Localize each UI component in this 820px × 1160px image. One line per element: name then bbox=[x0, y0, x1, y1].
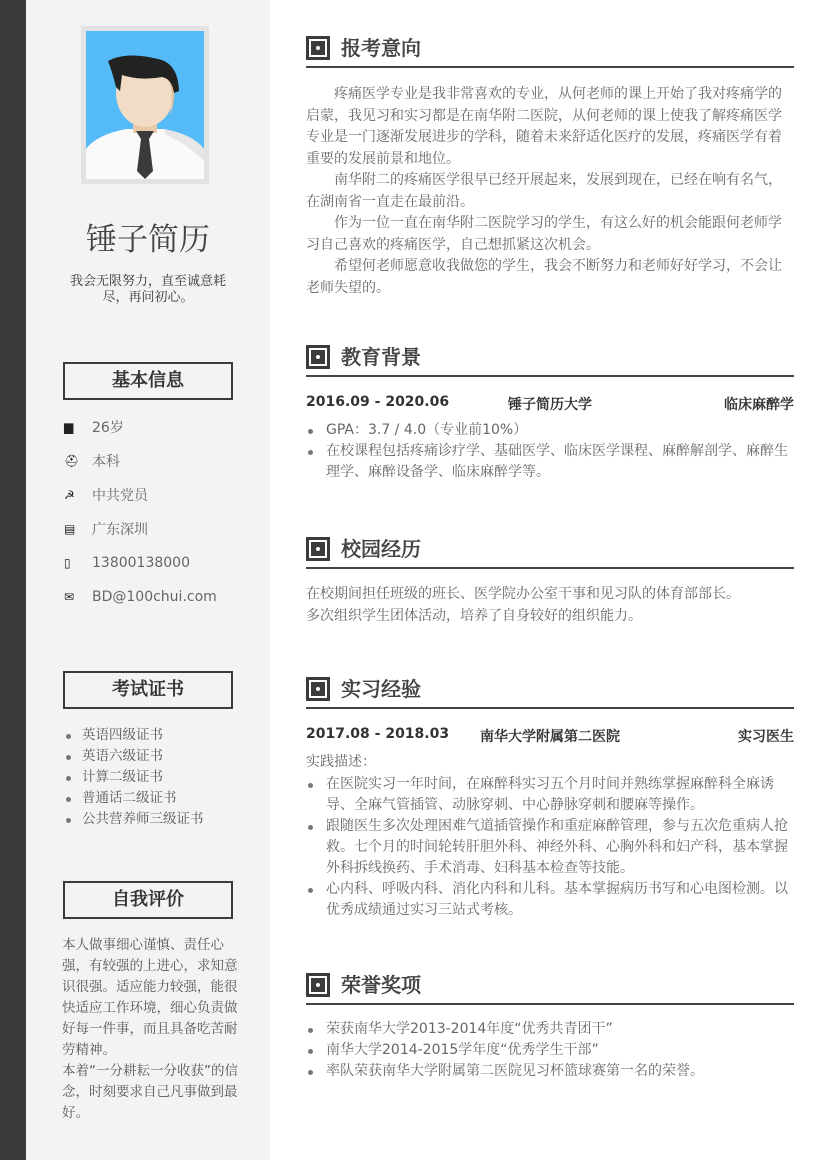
section-icon bbox=[306, 36, 330, 60]
section-title: 荣誉奖项 bbox=[341, 973, 421, 997]
building-icon: ▤ bbox=[64, 522, 76, 536]
section-icon bbox=[306, 677, 330, 701]
info-phone: ▯ 13800138000 bbox=[64, 555, 190, 571]
section-icon bbox=[306, 973, 330, 997]
info-email: ✉ BD@100chui.com bbox=[64, 589, 217, 605]
self-evaluation: 本人做事细心谨慎、责任心强，有较强的上进心，求知意识很强。适应能力较强，能很快适应工作环境，细心负责做好每一件事，而且具备吃苦耐劳精神。 本着“一分耕耘一分收获”的信念，时刻要求自己凡事做到最好。 bbox=[62, 937, 238, 1121]
bar-chart-icon: ▆ bbox=[64, 420, 74, 434]
intern-item: 跟随医生多次处理困难气道插管操作和重症麻醉管理，参与五次危重病人抢救。七个月的时间轮转肝胆外科、神经外科、心胸外科和妇产科，基本掌握外科拆线换药、手术消毒、妇科基本检查等技能。 bbox=[306, 816, 794, 879]
intern-desc-label: 实践描述： bbox=[306, 754, 376, 770]
honor-item: 率队荣获南华大学附属第二医院见习杯篮球赛第一名的荣誉。 bbox=[306, 1061, 794, 1082]
motto: 我会无限努力，直至诚意耗尽，再问初心。 bbox=[69, 274, 226, 305]
basic-info-heading: 基本信息 bbox=[63, 362, 233, 400]
cert-item: 英语四级证书 bbox=[64, 725, 204, 746]
mail-icon: ✉ bbox=[64, 590, 75, 604]
self-eval-heading: 自我评价 bbox=[63, 881, 233, 919]
graduation-cap-icon: ⛑ bbox=[64, 454, 80, 468]
intern-item: 在医院实习一年时间，在麻醉科实习五个月时间并熟练掌握麻醉科全麻诱导、全麻气管插管、动脉穿刺、中心静脉穿刺和腰麻等操作。 bbox=[306, 774, 794, 816]
honor-item: 南华大学2014-2015学年度“优秀学生干部” bbox=[306, 1040, 794, 1061]
phone-icon: ▯ bbox=[64, 556, 71, 570]
info-age: ▆ 26岁 bbox=[64, 420, 124, 436]
profile-photo bbox=[81, 26, 209, 184]
intern-item: 心内科、呼吸内科、消化内科和儿科。基本掌握病历书写和心电图检测。以优秀成绩通过实习三站式考核。 bbox=[306, 879, 794, 921]
sidebar bbox=[26, 0, 270, 1160]
info-location: ▤ 广东深圳 bbox=[64, 522, 148, 538]
intern-role: 实习医生 bbox=[738, 729, 795, 745]
basic-info-list bbox=[64, 410, 254, 614]
section-title: 校园经历 bbox=[341, 537, 421, 561]
section-title: 报考意向 bbox=[341, 36, 421, 60]
cert-item: 普通话二级证书 bbox=[64, 788, 204, 809]
cert-item: 计算二级证书 bbox=[64, 767, 204, 788]
section-title: 实习经验 bbox=[341, 677, 421, 701]
edu-school: 锤子简历大学 bbox=[508, 397, 592, 413]
section-intent: 报考意向 疼痛医学专业是我非常喜欢的专业，从何老师的课上开始了我对疼痛学的启蒙，我见习和实习都是在南华附二医院，从何老师的课上使我了解疼痛医学专业是一门逐渐发展进步的学科，随着未来舒适化医疗的发展，疼痛医学有着重要的发展前景和地位。 南华附二的疼痛医学很早已经开展起来，发展到现在，已经在响有名气，在湖南省一直走在最前沿。 作为一位一直在南华附二医院学习的学生，有这么好的机会能跟何老师学习自己喜欢的疼痛医学，自己想抓紧这次机会。 希望何老师愿意收我做您的学生，我会不断努力和老师好好学习，不会让老师失望的。 bbox=[306, 36, 794, 299]
edu-period: 2016.09 - 2020.06 bbox=[306, 394, 450, 410]
section-title: 教育背景 bbox=[341, 345, 421, 369]
certs-list bbox=[64, 725, 204, 830]
section-icon bbox=[306, 537, 330, 561]
section-honors bbox=[306, 973, 794, 1082]
certs-heading: 考试证书 bbox=[63, 671, 233, 709]
honor-item: 荣获南华大学2013-2014年度“优秀共青团干” bbox=[306, 1019, 794, 1040]
info-politics: ☭ 中共党员 bbox=[64, 488, 148, 504]
intern-org: 南华大学附属第二医院 bbox=[480, 729, 620, 745]
section-icon bbox=[306, 345, 330, 369]
info-degree: ⛑ 本科 bbox=[64, 454, 120, 470]
section-education bbox=[306, 345, 794, 483]
resume-name: 锤子简历 bbox=[86, 222, 210, 258]
edu-item: GPA：3.7 / 4.0（专业前10%） bbox=[306, 420, 794, 441]
party-emblem-icon: ☭ bbox=[64, 488, 75, 502]
cert-item: 英语六级证书 bbox=[64, 746, 204, 767]
section-campus: 校园经历 在校期间担任班级的班长、医学院办公室干事和见习队的体育部部长。 多次组织学生团体活动，培养了自身较好的组织能力。 bbox=[306, 537, 794, 627]
section-internship bbox=[306, 677, 794, 921]
intern-period: 2017.08 - 2018.03 bbox=[306, 726, 450, 742]
cert-item: 公共营养师三级证书 bbox=[64, 809, 204, 830]
edu-major: 临床麻醉学 bbox=[724, 397, 795, 413]
edu-item: 在校课程包括疼痛诊疗学、基础医学、临床医学课程、麻醉解剖学、麻醉生理学、麻醉设备学、临床麻醉学等。 bbox=[306, 441, 794, 483]
avatar-illustration bbox=[86, 31, 204, 179]
left-stripe bbox=[0, 0, 26, 1160]
